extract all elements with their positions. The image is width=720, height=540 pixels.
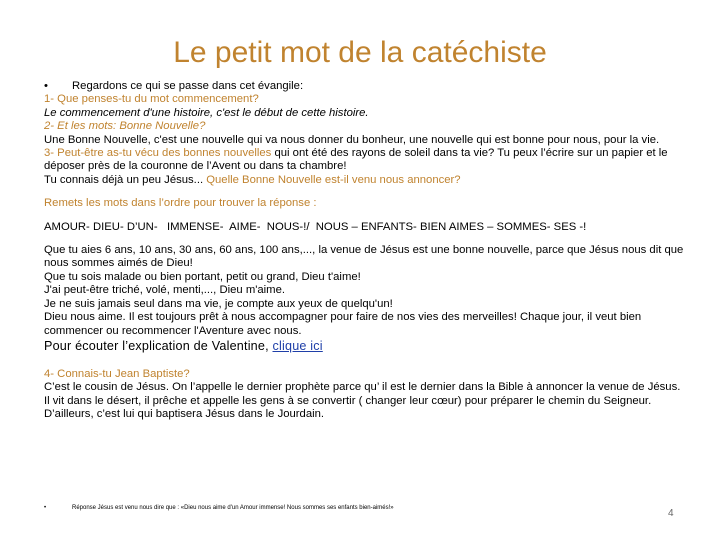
intro-line xyxy=(44,80,684,93)
question-3-line2-prefix: Tu connais déjà un peu Jésus... xyxy=(44,173,207,186)
footnote xyxy=(44,505,604,511)
question-3-line2-question: Quelle Bonne Nouvelle est-il venu nous annoncer? xyxy=(206,173,461,186)
answer-1: Le commencement d'une histoire, c'est le début de cette histoire. xyxy=(44,106,369,119)
answer-2: Une Bonne Nouvelle, c'est une nouvelle qui va nous donner du bonheur, une nouvelle qui est bonne pour nous, pour la vie. xyxy=(44,133,660,146)
listen-line xyxy=(44,338,684,354)
listen-text: Pour écouter l’explication de Valentine, xyxy=(44,338,273,353)
paragraph-line-4: Je ne suis jamais seul dans ma vie, je compte aux yeux de quelqu'un! xyxy=(44,297,393,310)
question-3-highlight: 3- Peut-être as-tu vécu des bonnes nouvelles xyxy=(44,147,272,160)
slide-content xyxy=(44,80,684,422)
question-3 xyxy=(44,147,684,174)
puzzle-instruction: Remets les mots dans l’ordre pour trouver la réponse : xyxy=(44,197,317,210)
question-1: 1- Que penses-tu du mot commencement? xyxy=(44,93,259,106)
bullet-icon: • xyxy=(44,80,48,92)
question-3-rest: qui ont été des rayons de soleil dans ta vie? Tu peux l’écrire sur un papier et le déposer près de la couronne de l’Avent ou dans ta chambre! xyxy=(44,147,668,173)
question-3-line2 xyxy=(44,174,684,187)
paragraph-line-2: Que tu sois malade ou bien portant, petit ou grand, Dieu t'aime! xyxy=(44,270,361,283)
paragraph-line-5: Dieu nous aime. Il est toujours prêt à nous accompagner pour faire de nos vies des merveilles! Chaque jour, il veut bien commencer ou recommencer l'Aventure avec nous. xyxy=(44,311,642,337)
page-number: 4 xyxy=(668,508,674,519)
puzzle-words: AMOUR- DIEU- D’UN- IMMENSE- AIME- NOUS-!/ NOUS – ENFANTS- BIEN AIMES – SOMMES- SES -! xyxy=(44,220,587,233)
slide-title: Le petit mot de la catéchiste xyxy=(173,36,547,69)
paragraph-line-3: J'ai peut-être triché, volé, menti,..., Dieu m'aime. xyxy=(44,284,286,297)
paragraph-line-1: Que tu aies 6 ans, 10 ans, 30 ans, 60 ans, 100 ans,..., la venue de Jésus est une bonne nouvelle, parce que Jésus nous dit que nous sommes aimés de Dieu! xyxy=(44,244,684,270)
answer-4: C’est le cousin de Jésus. On l’appelle le dernier prophète parce qu’ il est le dernier dans la Bible à annoncer la venue de Jésus. Il vit dans le désert, il prêche et appelle les gens à se convertir ( changer leur cœur) pour préparer le chemin du Seigneur. D’ailleurs, c’est lui qui baptisera Jésus dans le Jourdain. xyxy=(44,381,681,421)
question-2: 2- Et les mots: Bonne Nouvelle? xyxy=(44,120,206,133)
intro-text: Regardons ce qui se passe dans cet évangile: xyxy=(72,80,304,92)
question-4: 4- Connais-tu Jean Baptiste? xyxy=(44,367,190,380)
footnote-text: Réponse Jésus est venu nous dire que : «Dieu nous aime d'un Amour immense! Nous sommes ses enfants bien-aimés!» xyxy=(72,505,394,511)
listen-link[interactable]: clique ici xyxy=(272,338,323,353)
footnote-bullet-icon: • xyxy=(44,505,47,511)
